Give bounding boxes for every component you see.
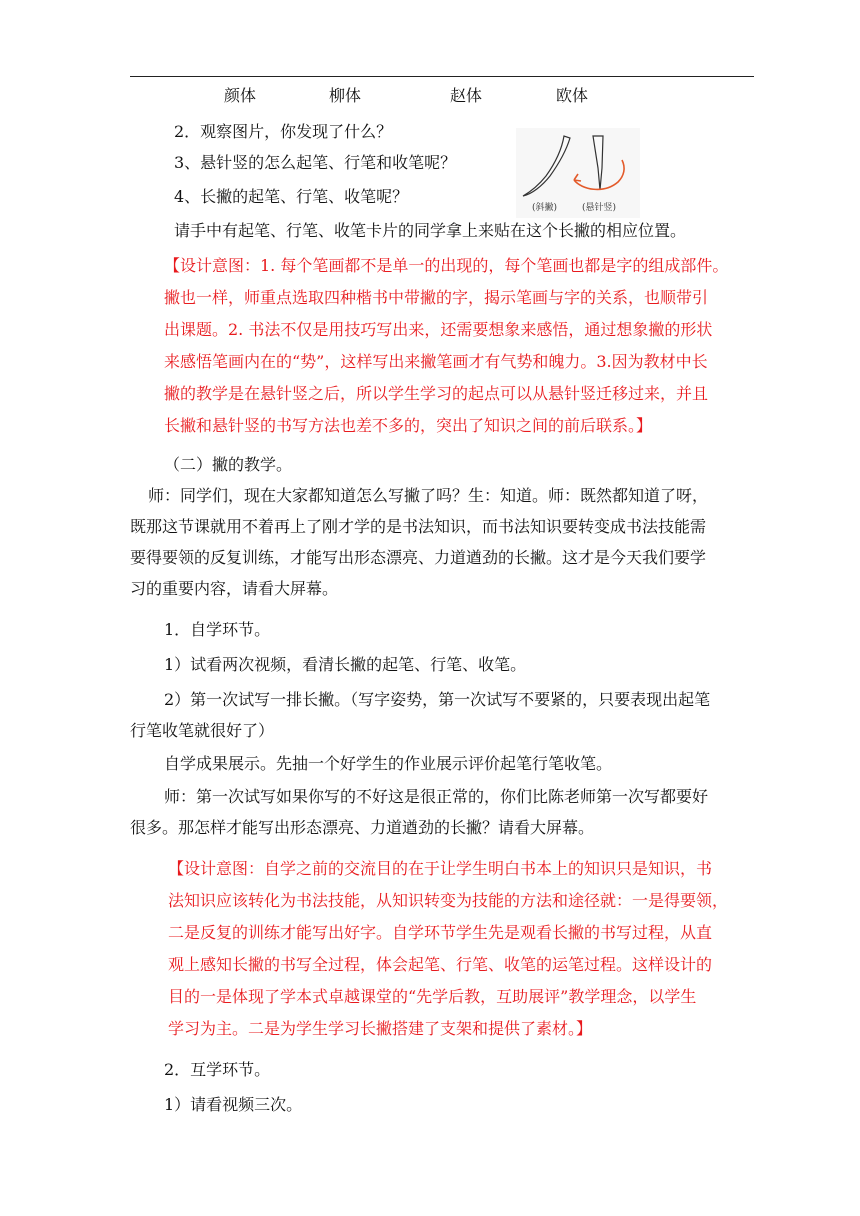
stroke-illustration xyxy=(516,128,640,218)
text-line: 目的一是体现了学本式卓越课堂的“先学后教，互助展评”教学理念，以学生 xyxy=(168,987,697,1006)
text-line: 师：同学们，现在大家都知道怎么写撇了吗？生：知道。师：既然都知道了呀， xyxy=(148,486,709,505)
text-line: 撇的教学是在悬针竖之后，所以学生学习的起点可以从悬针竖迁移过来，并且 xyxy=(164,384,709,403)
text-line: 1）请看视频三次。 xyxy=(164,1095,303,1114)
text-line: 很多。那怎样才能写出形态漂亮、力道遒劲的长撇？请看大屏幕。 xyxy=(130,818,595,837)
text-line: 撇也一样，师重点选取四种楷书中带撇的字，揭示笔画与字的关系，也顺带引 xyxy=(164,288,709,307)
text-line: （二）撇的教学。 xyxy=(164,455,293,474)
text-line: 师：第一次试写如果你写的不好这是很正常的，你们比陈老师第一次写都要好 xyxy=(164,787,709,806)
caption-yan: 颜体 xyxy=(224,86,257,105)
text-line: 要得要领的反复训练，才能写出形态漂亮、力道遒劲的长撇。这才是今天我们要学 xyxy=(130,548,707,567)
text-line: 来感悟笔画内在的“势”，这样写出来撇笔画才有气势和魄力。3.因为教材中长 xyxy=(164,352,708,371)
text-line: 【设计意图：自学之前的交流目的在于让学生明白书本上的知识只是知识，书 xyxy=(168,859,713,878)
text-line: 出课题。2. 书法不仅是用技巧写出来，还需要想象来感悟，通过想象撇的形状 xyxy=(164,320,713,339)
header-rule xyxy=(130,76,754,77)
text-line: 习的重要内容，请看大屏幕。 xyxy=(130,579,339,598)
text-line: 长撇和悬针竖的书写方法也差不多的，突出了知识之间的前后联系。】 xyxy=(164,416,653,435)
text-line: 4、长撇的起笔、行笔、收笔呢？ xyxy=(174,187,409,206)
label-vertical: (悬针竖) xyxy=(582,203,617,213)
text-line: 法知识应该转化为书法技能，从知识转变为技能的方法和途径就：一是得要领， xyxy=(168,891,729,910)
text-line: 【设计意图：1. 每个笔画都不是单一的出现的，每个笔画也都是字的组成部件。 xyxy=(164,256,729,275)
text-line: 学习为主。二是为学生学习长撇搭建了支架和提供了素材。】 xyxy=(168,1019,593,1038)
text-line: 既那这节课就用不着再上了刚才学的是书法知识，而书法知识要转变成书法技能需 xyxy=(130,517,707,536)
caption-ou: 欧体 xyxy=(556,86,589,105)
text-line: 3、悬针竖的怎么起笔、行笔和收笔呢？ xyxy=(174,153,457,172)
caption-zhao: 赵体 xyxy=(450,86,483,105)
caption-liu: 柳体 xyxy=(329,86,362,105)
text-line: 请手中有起笔、行笔、收笔卡片的同学拿上来贴在这个长撇的相应位置。 xyxy=(174,221,687,240)
label-slanted: (斜撇) xyxy=(532,203,558,213)
text-line: 2．观察图片，你发现了什么？ xyxy=(174,122,393,141)
text-line: 1．自学环节。 xyxy=(164,620,271,639)
text-line: 2．互学环节。 xyxy=(164,1060,271,1079)
text-line: 行笔收笔就很好了） xyxy=(130,721,275,740)
text-line: 二是反复的训练才能写出好字。自学环节学生先是观看长撇的书写过程，从直 xyxy=(168,923,713,942)
text-line: 自学成果展示。先抽一个好学生的作业展示评价起笔行笔收笔。 xyxy=(164,754,613,773)
text-line: 观上感知长撇的书写全过程，体会起笔、行笔、收笔的运笔过程。这样设计的 xyxy=(168,955,713,974)
text-line: 2）第一次试写一排长撇。（写字姿势，第一次试写不要紧的，只要表现出起笔 xyxy=(164,690,711,709)
text-line: 1）试看两次视频，看清长撇的起笔、行笔、收笔。 xyxy=(164,655,527,674)
